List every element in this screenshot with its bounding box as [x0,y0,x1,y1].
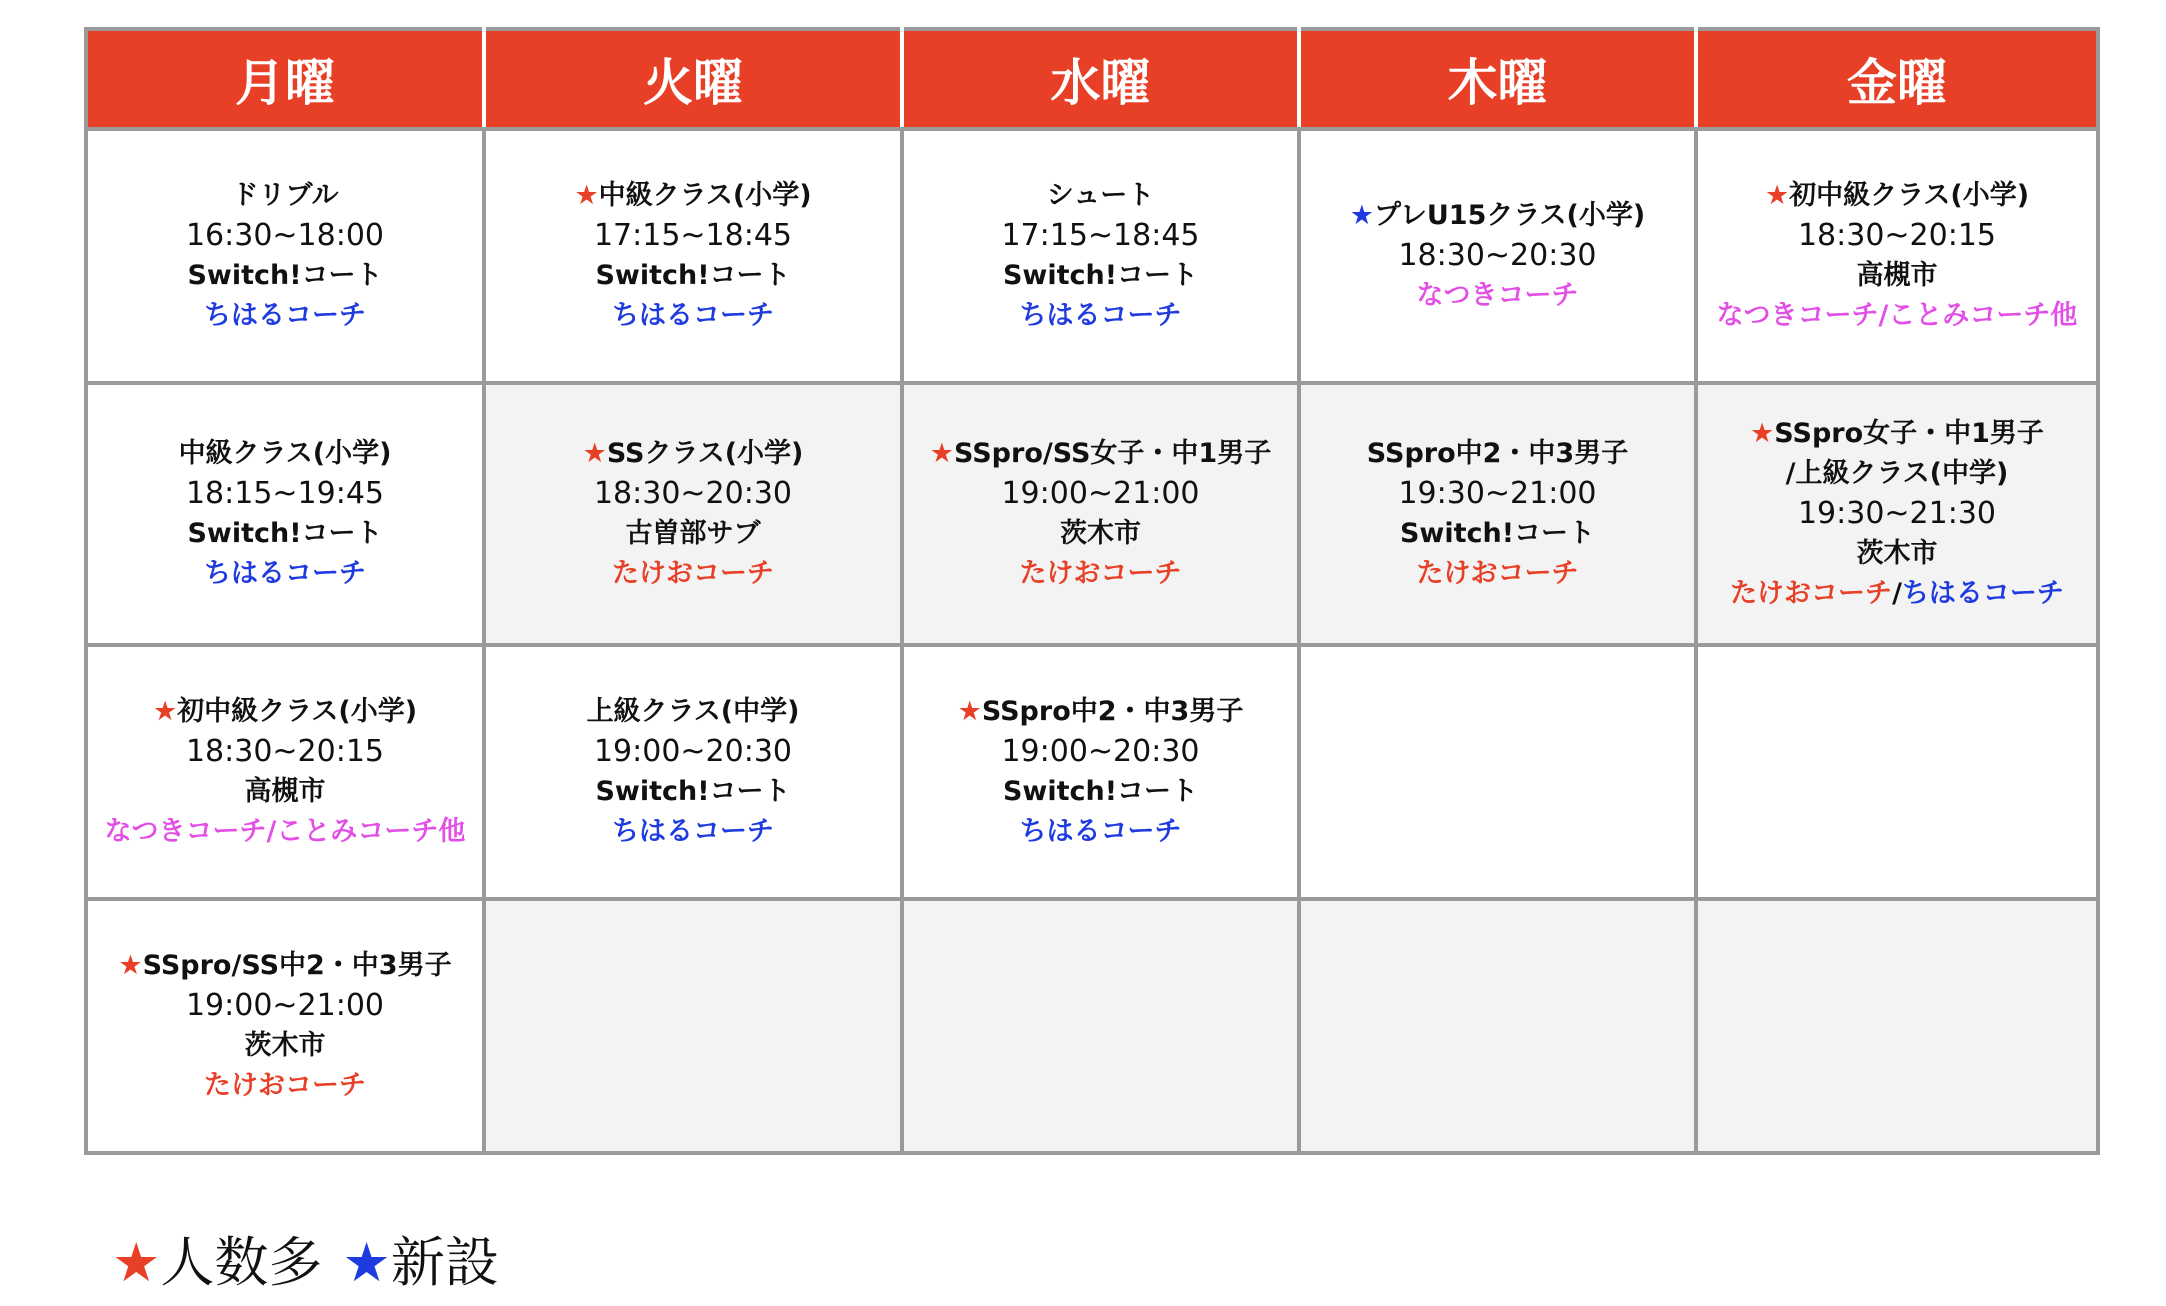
class-cell-thu-1 [1299,129,1696,383]
class-title: ドリブル [231,180,339,211]
class-title-line [1702,176,2092,216]
legend [112,1228,499,1298]
class-time: 19:00~21:00 [1001,476,1200,511]
class-cell-tue-1 [484,129,902,383]
popular-star-icon: ★ [1750,418,1775,449]
popular-star-icon: ★ [582,438,607,469]
class-title: SSpro/SS女子・中1男子 [954,438,1272,469]
class-time: 19:00~20:30 [593,734,793,769]
class-coach: ちはるコーチ [1019,816,1182,847]
class-place: 高槻市 [1856,260,1938,291]
class-time: 19:30~21:00 [1398,476,1597,511]
class-time: 18:30~20:30 [1398,238,1597,273]
popular-star-icon: ★ [112,1231,161,1294]
class-cell-wed-1 [902,129,1299,383]
class-coach: なつきコーチ/ことみコーチ他 [1716,300,2078,331]
class-cell-thu-3 [1299,645,1696,899]
class-title: 初中級クラス(小学) [1789,180,2030,211]
class-cell-tue-2 [484,383,902,645]
class-time: 19:00~21:00 [185,988,385,1023]
popular-star-icon: ★ [929,438,954,469]
class-title: SSpro中2・中3男子 [1366,438,1629,469]
popular-star-icon: ★ [957,696,982,727]
popular-star-icon: ★ [118,950,143,981]
class-title: SSpro/SS中2・中3男子 [142,950,452,981]
new-star-icon: ★ [1349,200,1374,231]
class-coach: たけおコーチ [1416,558,1579,589]
class-title: 中級クラス(小学) [598,180,812,211]
schedule-table [84,27,2100,1155]
class-cell-mon-3 [86,645,484,899]
class-place: Switch!コート [1399,518,1596,549]
class-place: 茨木市 [1060,518,1141,549]
class-cell-tue-3 [484,645,902,899]
day-header-row [86,29,2098,129]
class-place: Switch!コート [187,518,383,549]
popular-star-icon: ★ [1764,180,1790,211]
class-place: 茨木市 [1856,538,1938,569]
class-cell-fri-2 [1696,383,2098,645]
class-title-line [908,692,1293,732]
class-coach: ちはるコーチ [612,300,774,331]
class-cell-tue-4 [484,899,902,1153]
class-title-line [490,434,896,474]
class-title-line [490,176,896,216]
class-place: Switch!コート [595,260,791,291]
schedule-row-1 [86,129,2098,383]
class-cell-wed-3 [902,645,1299,899]
class-coach: なつきコーチ/ことみコーチ他 [104,816,466,847]
schedule-row-2 [86,383,2098,645]
class-cell-thu-2 [1299,383,1696,645]
popular-star-icon: ★ [574,180,599,211]
class-cell-mon-1 [86,129,484,383]
class-time: 17:15~18:45 [593,218,793,253]
class-cell-fri-4 [1696,899,2098,1153]
class-time: 18:30~20:15 [1797,218,1997,253]
new-star-icon: ★ [342,1231,391,1294]
class-coach-second: ちはるコーチ [1901,578,2064,609]
class-coach: たけおコーチ [612,558,774,589]
class-coach: なつきコーチ [1416,280,1579,311]
class-title: 中級クラス(小学) [178,438,392,469]
class-place: Switch!コート [1002,776,1199,807]
class-title-line [1305,196,1690,236]
class-title-line [1702,414,2092,454]
class-title: SSpro女子・中1男子 [1774,418,2044,449]
class-coach-line [1702,574,2092,614]
class-coach: たけおコーチ [204,1070,366,1101]
class-place: Switch!コート [1002,260,1199,291]
day-header-wed: 水曜 [902,29,1299,129]
popular-star-icon: ★ [152,696,178,727]
coach-separator: / [1892,578,1902,609]
class-title-line [92,692,478,732]
class-time: 18:30~20:15 [185,734,385,769]
schedule-row-4 [86,899,2098,1153]
class-time: 18:30~20:30 [593,476,793,511]
class-place: 茨木市 [244,1030,326,1061]
class-cell-mon-2 [86,383,484,645]
legend-new-label: 新設 [390,1231,499,1294]
class-title: 上級クラス(中学) [586,696,800,727]
class-place: 高槻市 [244,776,326,807]
class-coach: ちはるコーチ [204,558,366,589]
class-title: SSクラス(小学) [606,438,804,469]
class-title: シュート [1046,180,1155,211]
schedule-row-3 [86,645,2098,899]
class-cell-wed-2 [902,383,1299,645]
class-time: 19:00~20:30 [1001,734,1200,769]
class-title: 初中級クラス(小学) [177,696,418,727]
class-coach: たけおコーチ [1730,578,1893,609]
day-header-thu: 木曜 [1299,29,1696,129]
class-title: SSpro中2・中3男子 [981,696,1244,727]
class-title-line [908,434,1293,474]
class-title-continued: /上級クラス(中学) [1785,458,2009,489]
day-header-tue: 火曜 [484,29,902,129]
class-cell-fri-1 [1696,129,2098,383]
class-coach: ちはるコーチ [204,300,366,331]
class-cell-fri-3 [1696,645,2098,899]
class-title: プレU15クラス(小学) [1373,200,1646,231]
class-coach: ちはるコーチ [1019,300,1182,331]
class-title-line [92,946,478,986]
class-coach: たけおコーチ [1019,558,1182,589]
class-place: Switch!コート [187,260,383,291]
class-coach: ちはるコーチ [612,816,774,847]
class-cell-thu-4 [1299,899,1696,1153]
legend-popular-label: 人数多 [160,1231,323,1294]
class-time: 16:30~18:00 [185,218,385,253]
day-header-mon: 月曜 [86,29,484,129]
class-time: 19:30~21:30 [1797,496,1997,531]
class-time: 17:15~18:45 [1001,218,1200,253]
class-cell-wed-4 [902,899,1299,1153]
class-time: 18:15~19:45 [185,476,385,511]
class-cell-mon-4 [86,899,484,1153]
day-header-fri: 金曜 [1696,29,2098,129]
class-place: Switch!コート [595,776,791,807]
class-place: 古曽部サブ [625,518,761,549]
